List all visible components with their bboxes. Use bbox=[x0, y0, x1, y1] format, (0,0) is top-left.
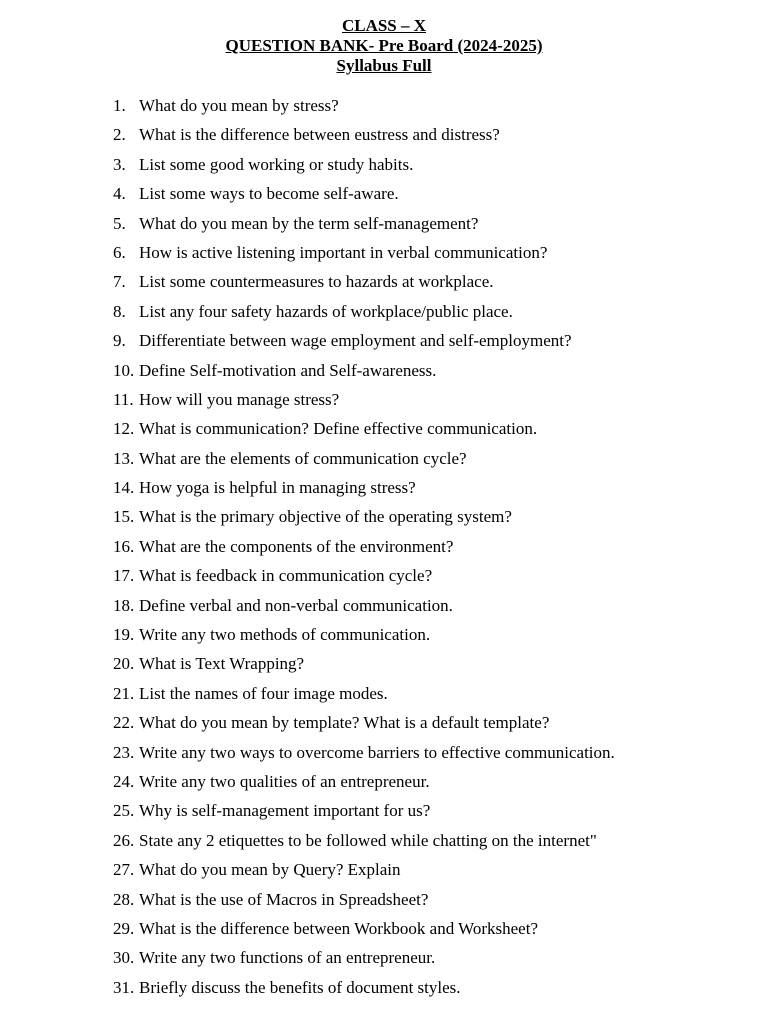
question-number: 16. bbox=[113, 536, 135, 556]
question-text: What is the primary objective of the operating system? bbox=[139, 507, 512, 527]
question-item bbox=[113, 532, 753, 561]
question-number: 1. bbox=[113, 96, 126, 115]
question-number: 18. bbox=[113, 595, 135, 615]
question-number: 31. bbox=[113, 977, 135, 997]
question-text: Write any two ways to overcome barriers to effective communication. bbox=[139, 742, 615, 762]
question-item bbox=[113, 561, 753, 590]
question-item bbox=[113, 826, 753, 855]
question-item bbox=[113, 649, 753, 678]
question-number: 13. bbox=[113, 448, 135, 468]
question-text: What are the elements of communication cycle? bbox=[139, 448, 467, 468]
question-text: List the names of four image modes. bbox=[139, 683, 388, 703]
question-text: Briefly discuss the benefits of document styles. bbox=[139, 977, 461, 997]
question-number: 2. bbox=[113, 125, 126, 145]
question-text: List some good working or study habits. bbox=[139, 154, 414, 174]
question-item bbox=[113, 796, 753, 825]
question-text: How will you manage stress? bbox=[139, 389, 340, 409]
question-item bbox=[113, 326, 753, 355]
question-text: List some ways to become self-aware. bbox=[139, 184, 399, 204]
question-item bbox=[113, 855, 753, 884]
question-text: How is active listening important in verbal communication? bbox=[139, 242, 548, 262]
question-number: 6. bbox=[113, 242, 126, 262]
question-number: 19. bbox=[113, 625, 135, 645]
question-text: What are the components of the environment? bbox=[139, 536, 454, 556]
question-number: 12. bbox=[113, 419, 135, 439]
question-text: What do you mean by template? What is a default template? bbox=[139, 713, 550, 733]
question-text: List some countermeasures to hazards at workplace. bbox=[139, 272, 494, 292]
question-item bbox=[113, 297, 753, 326]
question-number: 20. bbox=[113, 654, 135, 674]
question-number: 23. bbox=[113, 742, 135, 762]
question-item bbox=[113, 179, 753, 208]
question-text: How yoga is helpful in managing stress? bbox=[139, 478, 416, 498]
question-item bbox=[113, 150, 753, 179]
question-number: 8. bbox=[113, 301, 126, 321]
question-number: 14. bbox=[113, 478, 135, 498]
question-number: 21. bbox=[113, 683, 135, 703]
question-item bbox=[113, 679, 753, 708]
question-item bbox=[113, 502, 753, 531]
question-number: 17. bbox=[113, 566, 135, 586]
question-number: 26. bbox=[113, 830, 135, 850]
question-text: What is Text Wrapping? bbox=[139, 654, 305, 674]
question-list bbox=[113, 91, 753, 1002]
question-number: 7. bbox=[113, 272, 126, 292]
question-number: 24. bbox=[113, 771, 135, 791]
question-number: 9. bbox=[113, 331, 126, 351]
question-text: State any 2 etiquettes to be followed while chatting on the internet" bbox=[139, 830, 597, 850]
question-item bbox=[113, 767, 753, 796]
question-text: What is feedback in communication cycle? bbox=[139, 566, 433, 586]
question-item bbox=[113, 473, 753, 502]
question-text: Write any two qualities of an entrepreneur. bbox=[139, 771, 430, 791]
question-number: 10. bbox=[113, 360, 135, 380]
class-title: CLASS – X bbox=[341, 16, 427, 35]
question-text: Define verbal and non-verbal communication. bbox=[139, 595, 453, 615]
question-item bbox=[113, 620, 753, 649]
question-text: What is the difference between Workbook and Worksheet? bbox=[139, 918, 538, 938]
question-number: 15. bbox=[113, 507, 135, 527]
question-number: 4. bbox=[113, 184, 126, 204]
question-item bbox=[113, 914, 753, 943]
question-item bbox=[113, 973, 753, 1002]
question-number: 22. bbox=[113, 713, 135, 733]
question-text: Write any two functions of an entrepreneur. bbox=[139, 948, 436, 968]
question-text: What do you mean by the term self-management? bbox=[139, 213, 479, 233]
question-text: Differentiate between wage employment and self-employment? bbox=[139, 331, 572, 351]
question-text: What is communication? Define effective communication. bbox=[139, 419, 538, 439]
question-item bbox=[113, 91, 753, 120]
syllabus-title: Syllabus Full bbox=[336, 56, 432, 75]
question-bank-title: QUESTION BANK- Pre Board (2024-2025) bbox=[225, 36, 543, 55]
question-item bbox=[113, 385, 753, 414]
question-item bbox=[113, 414, 753, 443]
question-number: 29. bbox=[113, 918, 135, 938]
question-item bbox=[113, 356, 753, 385]
question-item bbox=[113, 444, 753, 473]
question-number: 25. bbox=[113, 801, 135, 821]
question-text: What is the difference between eustress and distress? bbox=[139, 125, 500, 145]
question-text: List any four safety hazards of workplace/public place. bbox=[139, 301, 513, 321]
question-item bbox=[113, 238, 753, 267]
question-number: 27. bbox=[113, 860, 135, 880]
question-text: Why is self-management important for us? bbox=[139, 801, 431, 821]
question-text: What do you mean by stress? bbox=[139, 96, 339, 115]
question-text: Define Self-motivation and Self-awareness. bbox=[139, 360, 437, 380]
question-number: 28. bbox=[113, 889, 135, 909]
question-item bbox=[113, 885, 753, 914]
question-item bbox=[113, 708, 753, 737]
question-number: 11. bbox=[113, 389, 134, 409]
question-item bbox=[113, 267, 753, 296]
question-item bbox=[113, 120, 753, 149]
question-text: What do you mean by Query? Explain bbox=[139, 860, 401, 880]
question-item bbox=[113, 209, 753, 238]
document-header bbox=[0, 16, 768, 76]
question-item bbox=[113, 738, 753, 767]
question-text: What is the use of Macros in Spreadsheet? bbox=[139, 889, 429, 909]
question-number: 5. bbox=[113, 213, 126, 233]
question-item bbox=[113, 943, 753, 972]
question-number: 30. bbox=[113, 948, 135, 968]
question-item bbox=[113, 591, 753, 620]
question-text: Write any two methods of communication. bbox=[139, 625, 431, 645]
question-number: 3. bbox=[113, 154, 126, 174]
